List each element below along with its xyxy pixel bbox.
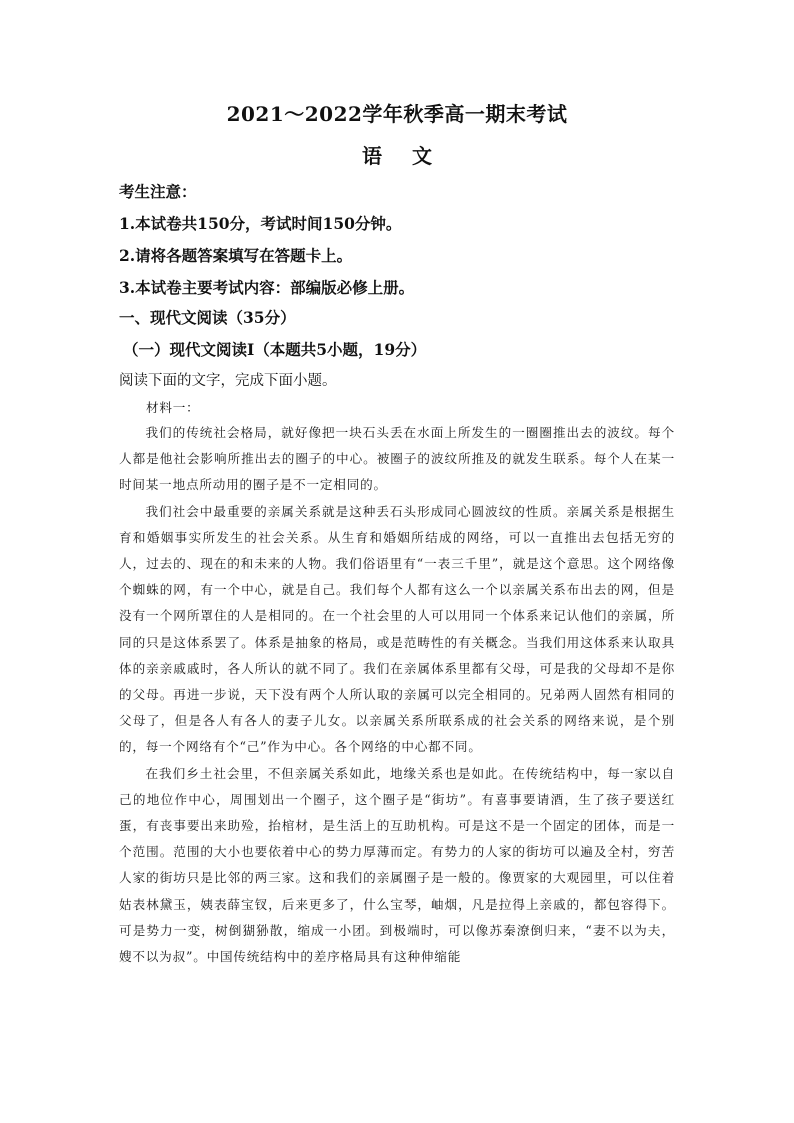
- material-label: 材料一：: [146, 400, 200, 415]
- material-body: [119, 420, 675, 970]
- section-subtitle: （一）现代文阅读Ⅰ（本题共5小题，19分）: [123, 340, 427, 359]
- section-instruction: 阅读下面的文字，完成下面小题。: [119, 373, 337, 389]
- notice-heading: 考生注意：: [119, 182, 197, 201]
- section-title: 一、现代文阅读（35分）: [119, 308, 296, 327]
- notice-item: 3.本试卷主要考试内容：部编版必修上册。: [119, 278, 415, 297]
- material-paragraph: 我们的传统社会格局，就好像把一块石头丢在水面上所发生的一圈圈推出去的波纹。每个人都是他社会影响所推出去的圈子的中心。被圈子的波纹所推及的就发生联系。每个人在某一时间某一地点所动用的圈子是不一定相同的。: [119, 425, 675, 493]
- material-paragraph: 在我们乡土社会里，不但亲属关系如此，地缘关系也是如此。在传统结构中，每一家以自己的地位作中心，周围划出一个圈子，这个圈子是“街坊”。有喜事要请酒，生了孩子要送红蛋，有丧事要出来助殓，抬棺材，是生活上的互助机构。可是这不是一个固定的团体，而是一个范围。范围的大小也要依着中心的势力厚薄而定。有势力的人家的街坊可以遍及全村，穷苦人家的街坊只是比邻的两三家。这和我们的亲属圈子是一般的。像贾家的大观园里，可以住着姑表林黛玉，姨表薛宝钗，后来更多了，什么宝琴，岫烟，凡是拉得上亲戚的，都包容得下。可是势力一变，树倒猢狲散，缩成一小团。到极端时，可以像苏秦潦倒归来，“妻不以为夫，嫂不以为叔”。中国传统结构中的差序格局具有这种伸缩能: [119, 765, 675, 965]
- exam-title: 2021～2022学年秋季高一期末考试: [226, 102, 568, 126]
- material-paragraph: 我们社会中最重要的亲属关系就是这种丢石头形成同心圆波纹的性质。亲属关系是根据生育和婚姻事实所发生的社会关系。从生育和婚姻所结成的网络，可以一直推出去包括无穷的人，过去的、现在的和未来的人物。我们俗语里有“一表三千里”，就是这个意思。这个网络像个蜘蛛的网，有一个中心，就是自己。我们每个人都有这么一个以亲属关系布出去的网，但是没有一个网所罩住的人是相同的。在一个社会里的人可以用同一个体系来记认他们的亲属，所同的只是这体系罢了。体系是抽象的格局，或是范畴性的有关概念。当我们用这体系来认取具体的亲亲戚戚时，各人所认的就不同了。我们在亲属体系里都有父母，可是我的父母却不是你的父母。再进一步说，天下没有两个人所认取的亲属可以完全相同的。兄弟两人固然有相同的父母了，但是各人有各人的妻子儿女。以亲属关系所联系成的社会关系的网络来说，是个别的，每一个网络有个“己”作为中心。各个网络的中心都不同。: [119, 503, 675, 755]
- exam-subject: 语文: [362, 144, 462, 168]
- notice-item: 1.本试卷共150分，考试时间150分钟。: [119, 214, 402, 233]
- notice-item: 2.请将各题答案填写在答题卡上。: [119, 246, 353, 265]
